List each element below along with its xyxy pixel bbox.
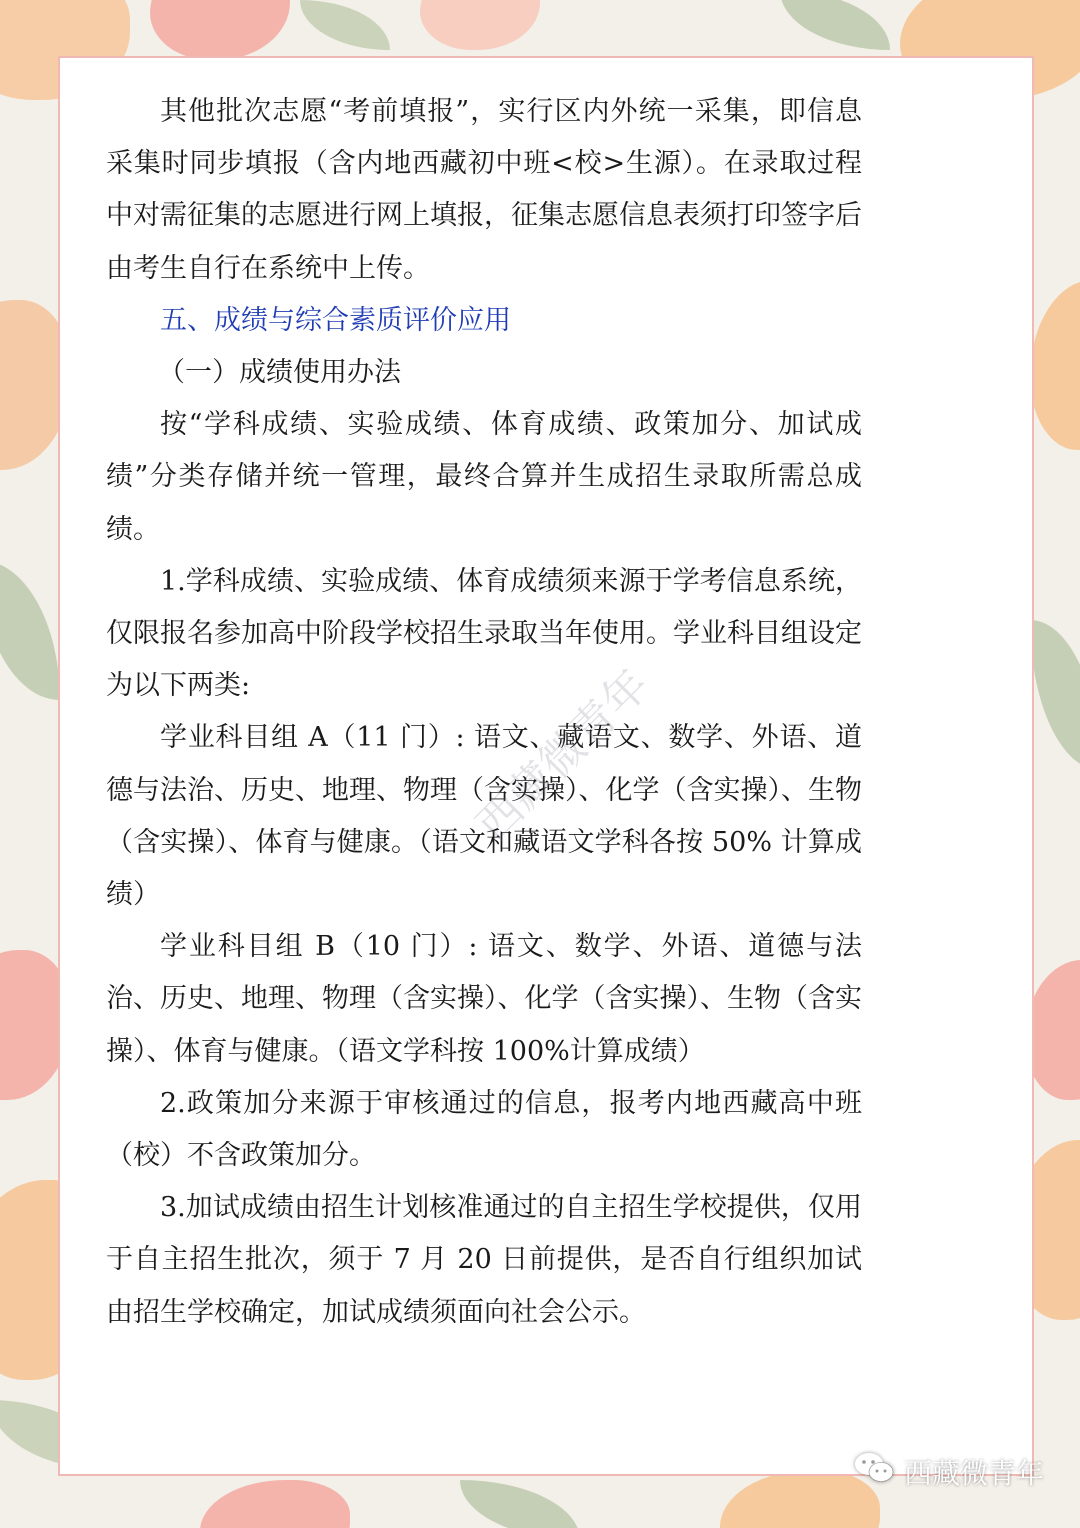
wechat-icon — [854, 1451, 894, 1492]
brand-name: 西藏微青年 — [903, 1456, 1044, 1490]
paragraph-group-a: 学业科目组 A（11 门）: 语文、藏语文、数学、外语、道德与法治、历史、地理、物理（含实操）、化学（含实操）、生物（含实操）、体育与健康。（语文和藏语文学科各按 50% 计算成绩） — [106, 722, 862, 911]
subheading: （一）成绩使用办法 — [158, 357, 401, 389]
paragraph-body-1: 按“学科成绩、实验成绩、体育成绩、政策加分、加试成绩”分类存储并统一管理，最终合算并生成招生录取所需总成绩。 — [106, 409, 862, 545]
center-watermark: 西藏微青年 — [467, 659, 659, 851]
paragraph-policy-bonus: 2.政策加分来源于审核通过的信息，报考内地西藏高中班（校）不含政策加分。 — [106, 1087, 862, 1172]
section-heading: 五、成绩与综合素质评价应用 — [160, 304, 511, 336]
paragraph-body-2: 1.学科成绩、实验成绩、体育成绩须来源于学考信息系统，仅限报名参加高中阶段学校招生录取当年使用。学业科目组设定为以下两类: — [106, 565, 862, 702]
document-body — [106, 86, 862, 1339]
paragraph-intro: 其他批次志愿“考前填报”，实行区内外统一采集，即信息采集时同步填报（含内地西藏初中班<校>生源）。在录取过程中对需征集的志愿进行网上填报，征集志愿信息表须打印签字后由考生自行在系统中上传。 — [106, 96, 862, 284]
paragraph-group-b: 学业科目组 B（10 门）: 语文、数学、外语、道德与法治、历史、地理、物理（含实操）、化学（含实操）、生物（含实操）、体育与健康。（语文学科按 100%计算成绩） — [106, 931, 862, 1067]
paragraph-extra-test: 3.加试成绩由招生计划核准通过的自主招生学校提供，仅用于自主招生批次，须于 7 月 20 日前提供，是否自行组织加试由招生学校确定，加试成绩须面向社会公示。 — [106, 1192, 862, 1328]
brand-watermark — [854, 1451, 1044, 1492]
